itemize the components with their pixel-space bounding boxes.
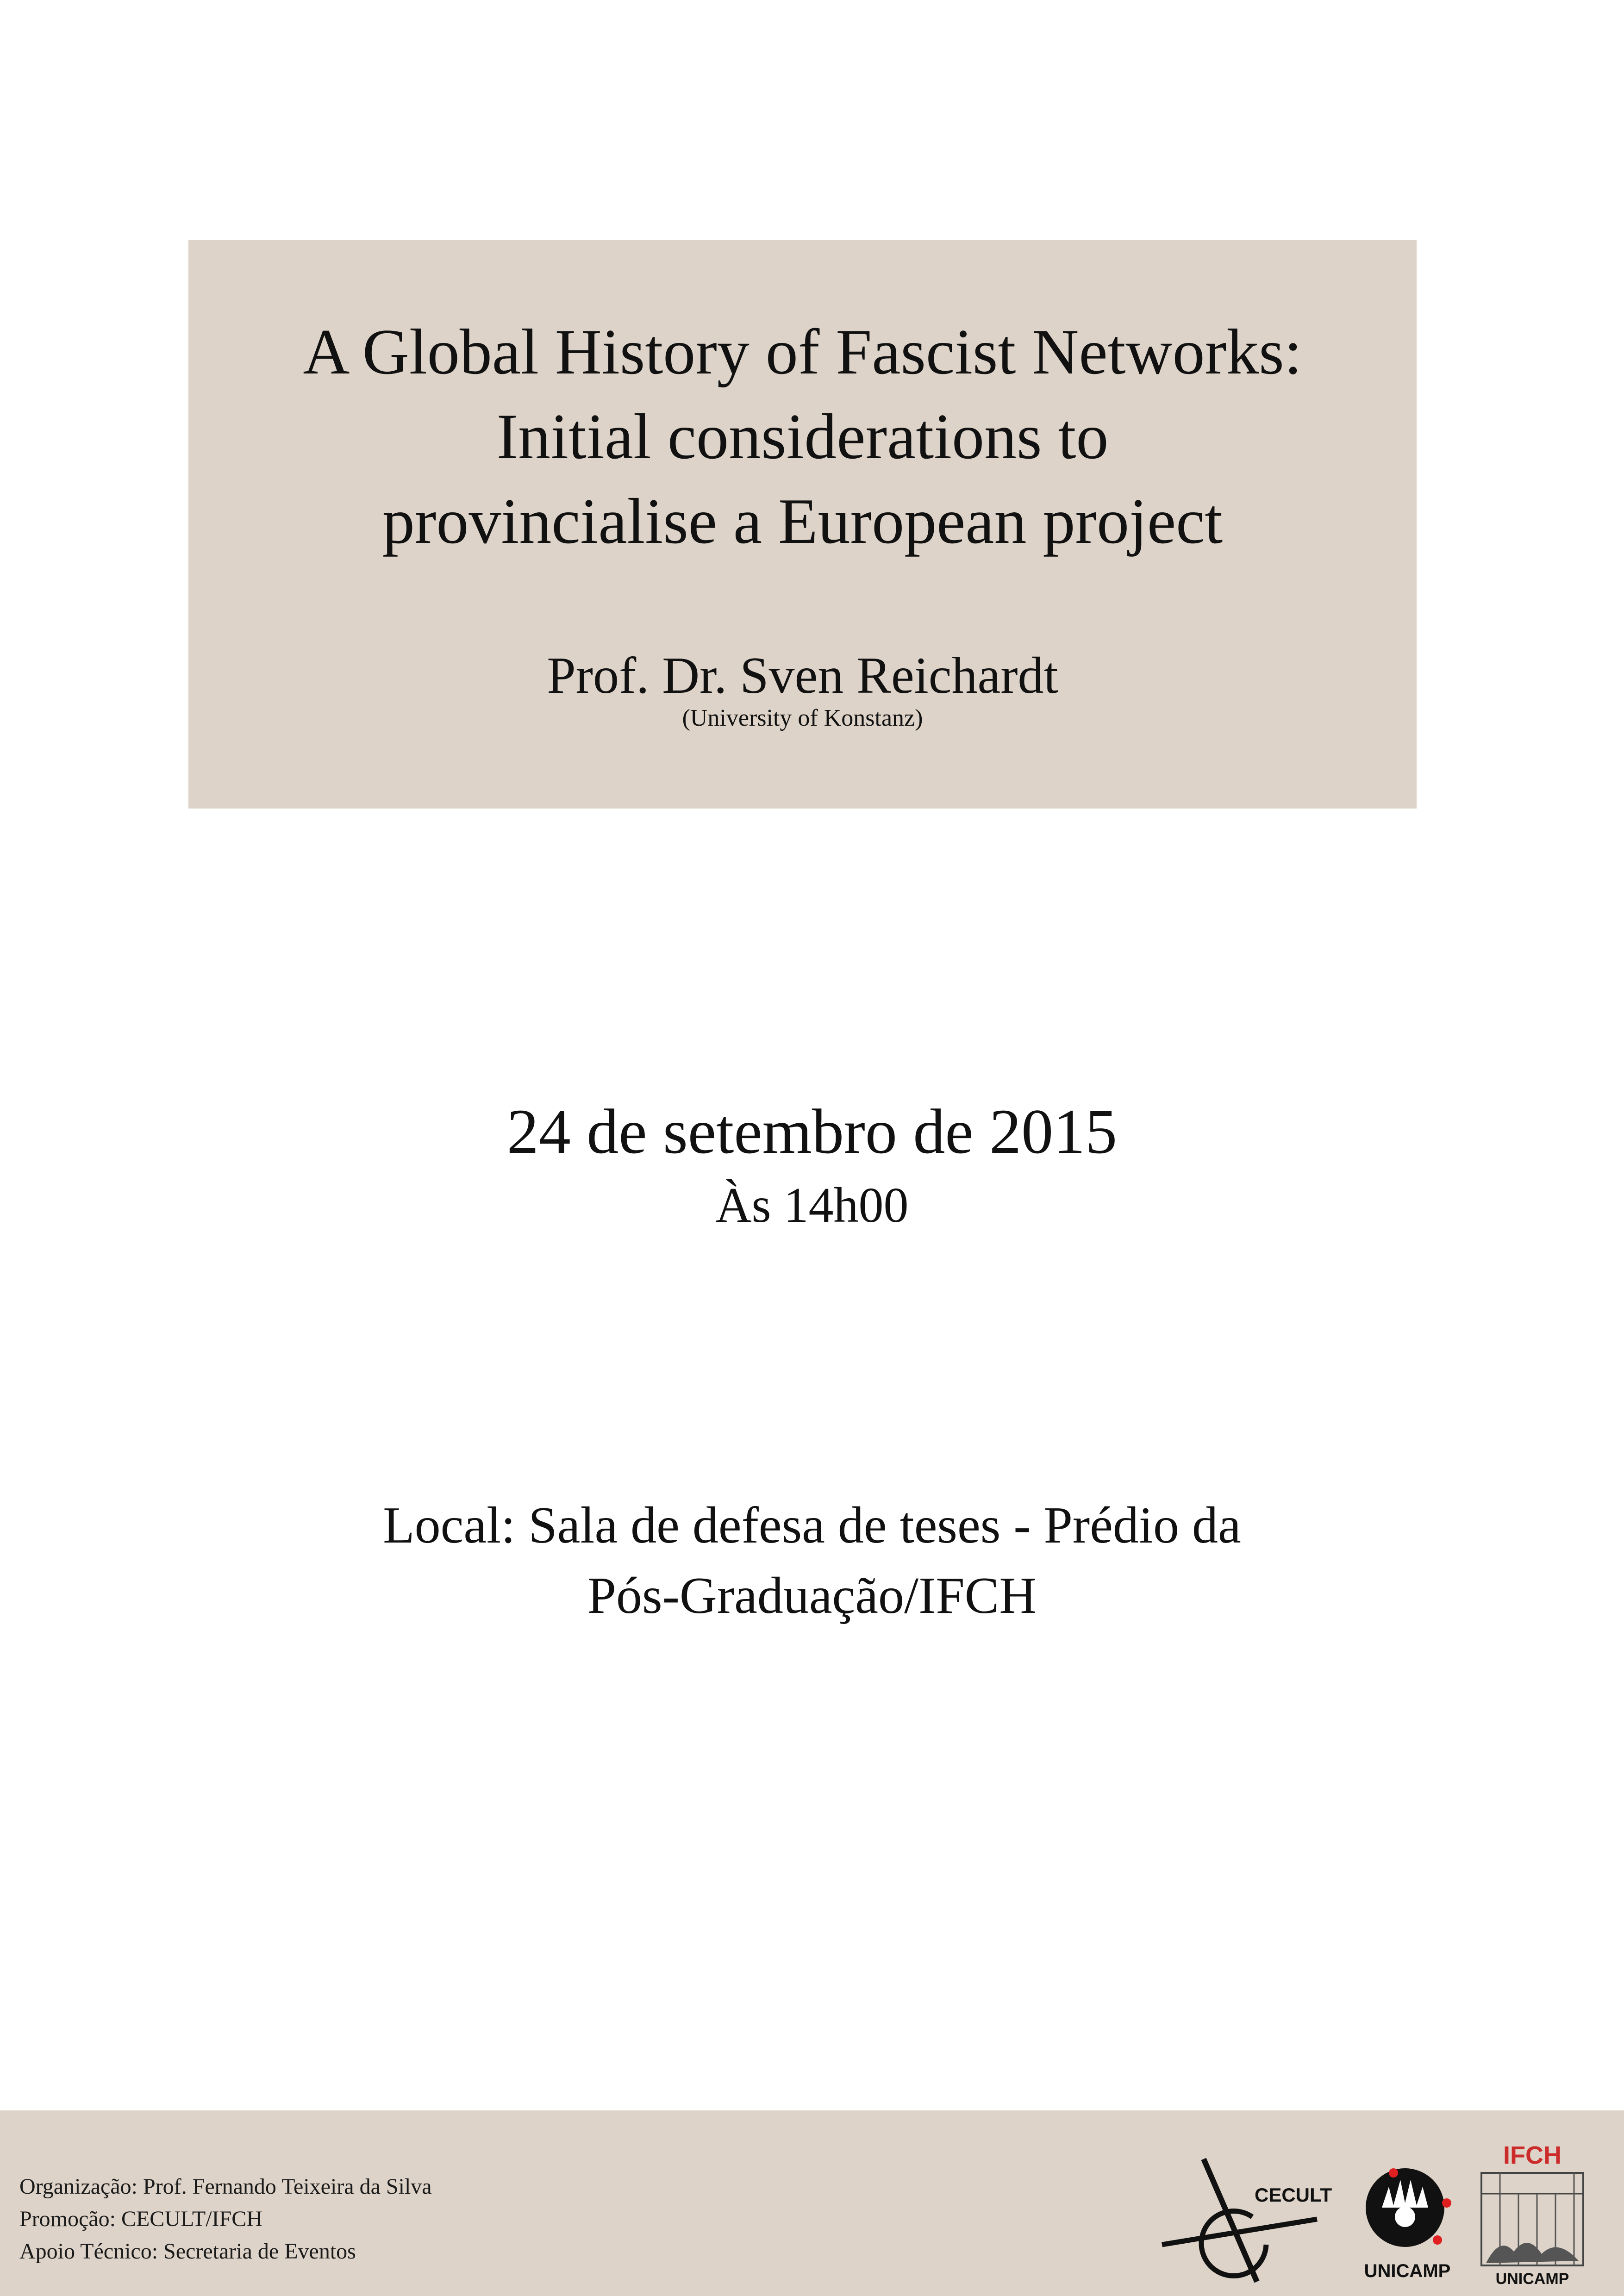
speaker-affiliation: (University of Konstanz) [682, 705, 923, 731]
speaker-name: Prof. Dr. Sven Reichardt [547, 647, 1058, 704]
title-line-2: Initial considerations to [496, 401, 1109, 473]
ifch-logo-text: IFCH [1503, 2141, 1562, 2169]
title-panel [188, 240, 1417, 809]
venue-line-2: Pós-Graduação/IFCH [587, 1567, 1037, 1624]
venue-line-1: Local: Sala de defesa de teses - Prédio da [383, 1497, 1241, 1554]
cecult-logo-text: CECULT [1255, 2184, 1332, 2206]
title-line-1: A Global History of Fascist Networks: [303, 316, 1302, 388]
unicamp-logo-text: UNICAMP [1364, 2261, 1451, 2281]
event-venue [0, 1490, 1624, 1631]
credit-promotion: Promoção: CECULT/IFCH [19, 2207, 262, 2231]
event-date: 24 de setembro de 2015 [506, 1096, 1118, 1167]
cecult-logo-icon [1157, 2150, 1332, 2289]
unicamp-logo-icon [1354, 2159, 1461, 2286]
cecult-logo [1157, 2150, 1332, 2289]
ifch-unicamp-text: UNICAMP [1495, 2270, 1569, 2288]
event-time: Às 14h00 [715, 1178, 909, 1233]
credits [19, 2171, 432, 2268]
credit-organization: Organização: Prof. Fernando Teixeira da Silva [19, 2174, 432, 2199]
unicamp-logo [1354, 2159, 1461, 2286]
event-title [188, 310, 1417, 564]
credit-support: Apoio Técnico: Secretaria de Eventos [19, 2239, 356, 2264]
footer-panel [0, 2110, 1624, 2296]
title-line-3: provincialise a European project [382, 485, 1223, 557]
ifch-logo-icon [1472, 2138, 1593, 2291]
ifch-logo [1472, 2138, 1593, 2291]
